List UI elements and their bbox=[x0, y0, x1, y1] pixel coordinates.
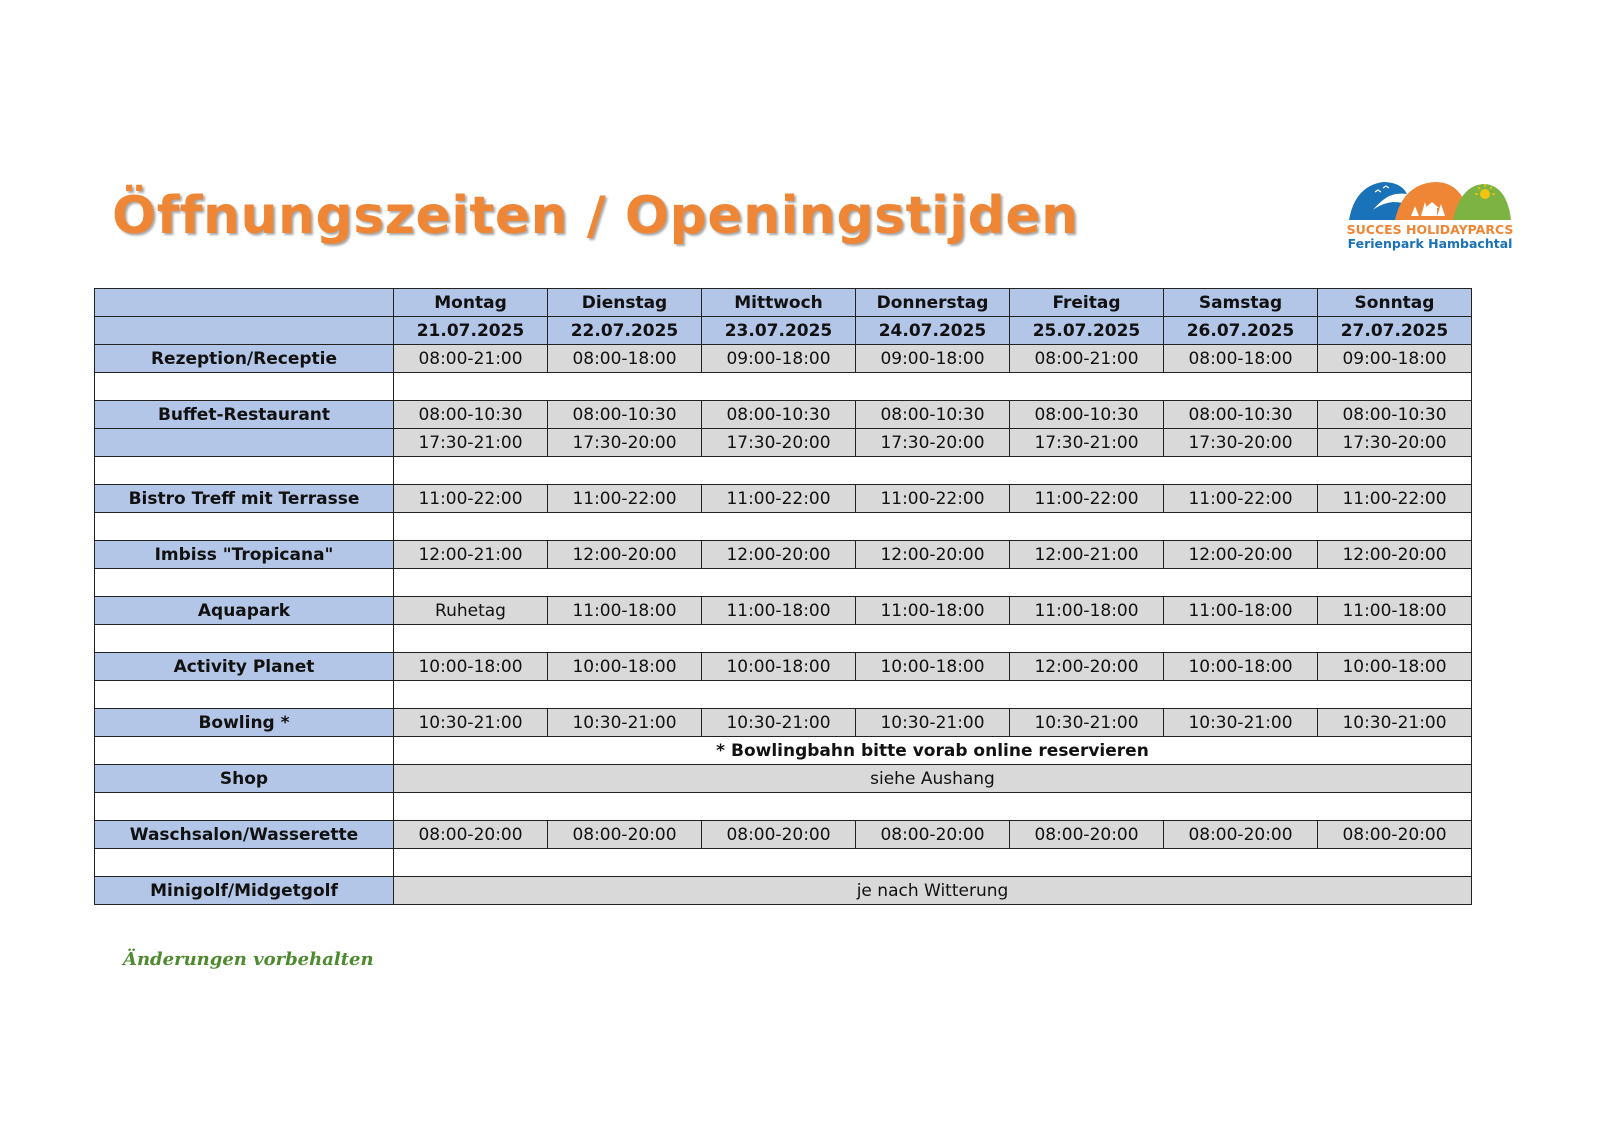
spacer-row bbox=[95, 849, 1472, 877]
time-cell: 10:00-18:00 bbox=[702, 653, 856, 681]
time-cell: 08:00-20:00 bbox=[394, 821, 548, 849]
time-cell: 08:00-10:30 bbox=[856, 401, 1010, 429]
spacer-row bbox=[95, 373, 1472, 401]
time-cell: 09:00-18:00 bbox=[702, 345, 856, 373]
spacer-label bbox=[95, 737, 394, 765]
row-buffet-evening bbox=[95, 429, 1472, 457]
time-cell: 08:00-20:00 bbox=[702, 821, 856, 849]
header-day: Mittwoch bbox=[702, 289, 856, 317]
time-cell: 09:00-18:00 bbox=[1318, 345, 1472, 373]
spacer-label bbox=[95, 681, 394, 709]
header-day: Montag bbox=[394, 289, 548, 317]
spacer-row bbox=[95, 681, 1472, 709]
time-cell: 10:30-21:00 bbox=[702, 709, 856, 737]
spacer-label bbox=[95, 793, 394, 821]
header-corner bbox=[95, 289, 394, 317]
time-cell: 11:00-18:00 bbox=[1010, 597, 1164, 625]
time-cell: 12:00-20:00 bbox=[1318, 541, 1472, 569]
header-day: Samstag bbox=[1164, 289, 1318, 317]
minigolf-hours: je nach Witterung bbox=[394, 877, 1472, 905]
header-row-days bbox=[95, 289, 1472, 317]
spacer-label bbox=[95, 849, 394, 877]
time-cell: 10:00-18:00 bbox=[856, 653, 1010, 681]
spacer-label bbox=[95, 625, 394, 653]
logo bbox=[1345, 178, 1515, 250]
time-cell: 08:00-10:30 bbox=[548, 401, 702, 429]
spacer-row bbox=[95, 569, 1472, 597]
time-cell: 11:00-22:00 bbox=[702, 485, 856, 513]
time-cell: 11:00-22:00 bbox=[394, 485, 548, 513]
time-cell: 08:00-21:00 bbox=[394, 345, 548, 373]
header-date: 22.07.2025 bbox=[548, 317, 702, 345]
time-cell: 08:00-10:30 bbox=[1164, 401, 1318, 429]
row-shop bbox=[95, 765, 1472, 793]
bowling-reservation-note: * Bowlingbahn bitte vorab online reservieren bbox=[394, 737, 1472, 765]
row-minigolf bbox=[95, 877, 1472, 905]
spacer-label bbox=[95, 457, 394, 485]
header-date: 24.07.2025 bbox=[856, 317, 1010, 345]
row-label: Bowling * bbox=[95, 709, 394, 737]
time-cell: 10:30-21:00 bbox=[548, 709, 702, 737]
time-cell: 12:00-20:00 bbox=[1164, 541, 1318, 569]
row-label: Aquapark bbox=[95, 597, 394, 625]
header-corner bbox=[95, 317, 394, 345]
time-cell: 08:00-18:00 bbox=[548, 345, 702, 373]
row-bowling bbox=[95, 709, 1472, 737]
time-cell: 11:00-18:00 bbox=[1164, 597, 1318, 625]
time-cell: 11:00-22:00 bbox=[1164, 485, 1318, 513]
time-cell: 12:00-20:00 bbox=[702, 541, 856, 569]
time-cell: 10:30-21:00 bbox=[1010, 709, 1164, 737]
time-cell: 11:00-18:00 bbox=[856, 597, 1010, 625]
spacer-cell bbox=[394, 569, 1472, 597]
row-aquapark bbox=[95, 597, 1472, 625]
time-cell: 17:30-20:00 bbox=[702, 429, 856, 457]
time-cell: 17:30-20:00 bbox=[856, 429, 1010, 457]
header-row-dates bbox=[95, 317, 1472, 345]
time-cell: 08:00-18:00 bbox=[1164, 345, 1318, 373]
time-cell: 10:00-18:00 bbox=[1318, 653, 1472, 681]
spacer-row bbox=[95, 793, 1472, 821]
time-cell: 12:00-21:00 bbox=[1010, 541, 1164, 569]
row-label: Minigolf/Midgetgolf bbox=[95, 877, 394, 905]
time-cell: 12:00-20:00 bbox=[1010, 653, 1164, 681]
header-date: 27.07.2025 bbox=[1318, 317, 1472, 345]
row-rezeption bbox=[95, 345, 1472, 373]
time-cell: 10:00-18:00 bbox=[394, 653, 548, 681]
row-label: Waschsalon/Wasserette bbox=[95, 821, 394, 849]
time-cell: 11:00-22:00 bbox=[1318, 485, 1472, 513]
time-cell: 11:00-22:00 bbox=[1010, 485, 1164, 513]
header-date: 23.07.2025 bbox=[702, 317, 856, 345]
time-cell: 12:00-20:00 bbox=[856, 541, 1010, 569]
time-cell: 10:30-21:00 bbox=[1164, 709, 1318, 737]
time-cell: 12:00-20:00 bbox=[548, 541, 702, 569]
footer-disclaimer: Änderungen vorbehalten bbox=[123, 949, 374, 970]
row-waschsalon bbox=[95, 821, 1472, 849]
time-cell: 08:00-20:00 bbox=[548, 821, 702, 849]
time-cell: 08:00-20:00 bbox=[856, 821, 1010, 849]
spacer-row bbox=[95, 513, 1472, 541]
row-label: Imbiss "Tropicana" bbox=[95, 541, 394, 569]
row-label: Activity Planet bbox=[95, 653, 394, 681]
time-cell: 11:00-18:00 bbox=[548, 597, 702, 625]
spacer-cell bbox=[394, 625, 1472, 653]
time-cell: 08:00-10:30 bbox=[702, 401, 856, 429]
time-cell: 08:00-10:30 bbox=[394, 401, 548, 429]
row-activity-planet bbox=[95, 653, 1472, 681]
spacer-cell bbox=[394, 793, 1472, 821]
header-date: 26.07.2025 bbox=[1164, 317, 1318, 345]
header-date: 25.07.2025 bbox=[1010, 317, 1164, 345]
time-cell: 17:30-20:00 bbox=[1164, 429, 1318, 457]
time-cell: 12:00-21:00 bbox=[394, 541, 548, 569]
logo-park-name: Ferienpark Hambachtal bbox=[1347, 236, 1513, 251]
time-cell: 10:30-21:00 bbox=[394, 709, 548, 737]
time-cell: Ruhetag bbox=[394, 597, 548, 625]
spacer-label bbox=[95, 569, 394, 597]
logo-landscape-icon bbox=[1345, 178, 1515, 222]
time-cell: 17:30-20:00 bbox=[1318, 429, 1472, 457]
header-day: Freitag bbox=[1010, 289, 1164, 317]
logo-brand-name: SUCCES HOLIDAYPARCS bbox=[1346, 222, 1514, 237]
time-cell: 08:00-10:30 bbox=[1318, 401, 1472, 429]
spacer-row bbox=[95, 457, 1472, 485]
row-label: Buffet-Restaurant bbox=[95, 401, 394, 429]
time-cell: 11:00-22:00 bbox=[548, 485, 702, 513]
row-imbiss bbox=[95, 541, 1472, 569]
time-cell: 11:00-18:00 bbox=[1318, 597, 1472, 625]
opening-hours-table bbox=[94, 288, 1472, 905]
time-cell: 10:30-21:00 bbox=[1318, 709, 1472, 737]
row-bowling-note bbox=[95, 737, 1472, 765]
header-day: Dienstag bbox=[548, 289, 702, 317]
time-cell: 08:00-20:00 bbox=[1164, 821, 1318, 849]
time-cell: 08:00-21:00 bbox=[1010, 345, 1164, 373]
header-day: Donnerstag bbox=[856, 289, 1010, 317]
time-cell: 09:00-18:00 bbox=[856, 345, 1010, 373]
time-cell: 11:00-22:00 bbox=[856, 485, 1010, 513]
time-cell: 10:00-18:00 bbox=[548, 653, 702, 681]
time-cell: 10:30-21:00 bbox=[856, 709, 1010, 737]
spacer-row bbox=[95, 625, 1472, 653]
page-title: Öffnungszeiten / Openingstijden bbox=[112, 186, 1079, 246]
spacer-cell bbox=[394, 849, 1472, 877]
row-label: Shop bbox=[95, 765, 394, 793]
time-cell: 10:00-18:00 bbox=[1164, 653, 1318, 681]
time-cell: 08:00-10:30 bbox=[1010, 401, 1164, 429]
time-cell: 17:30-21:00 bbox=[394, 429, 548, 457]
shop-hours: siehe Aushang bbox=[394, 765, 1472, 793]
spacer-cell bbox=[394, 513, 1472, 541]
row-label-empty bbox=[95, 429, 394, 457]
header-date: 21.07.2025 bbox=[394, 317, 548, 345]
spacer-cell bbox=[394, 457, 1472, 485]
row-label: Rezeption/Receptie bbox=[95, 345, 394, 373]
row-bistro bbox=[95, 485, 1472, 513]
time-cell: 17:30-20:00 bbox=[548, 429, 702, 457]
spacer-cell bbox=[394, 681, 1472, 709]
row-label: Bistro Treff mit Terrasse bbox=[95, 485, 394, 513]
row-buffet bbox=[95, 401, 1472, 429]
spacer-label bbox=[95, 513, 394, 541]
spacer-cell bbox=[394, 373, 1472, 401]
time-cell: 08:00-20:00 bbox=[1318, 821, 1472, 849]
header-day: Sonntag bbox=[1318, 289, 1472, 317]
time-cell: 11:00-18:00 bbox=[702, 597, 856, 625]
time-cell: 17:30-21:00 bbox=[1010, 429, 1164, 457]
spacer-label bbox=[95, 373, 394, 401]
time-cell: 08:00-20:00 bbox=[1010, 821, 1164, 849]
